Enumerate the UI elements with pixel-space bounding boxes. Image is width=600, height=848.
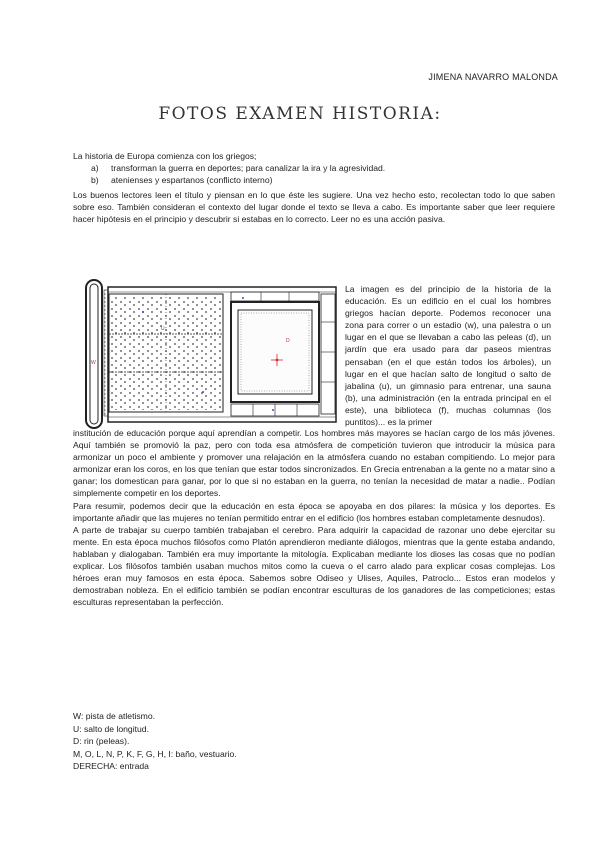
author-name: JIMENA NAVARRO MALONDA: [428, 72, 558, 82]
legend-item: DERECHA: entrada: [73, 761, 149, 771]
list-item: [73, 174, 553, 186]
legend-item: M, O, L, N, P, K, F, G, H, I: baño, vestuario.: [73, 748, 237, 759]
figure-description: La imagen es del principio de la historia de la educación. Es un edificio en el cual los hombres griegos hacían deporte. Podemos reconocer una zona para correr o un estadio (w), una palestra o un lugar en el que se llevaban a cabo las peleas (d), un jardín que era usado para dar paseos mientras pensaban (en el que están todos los árboles), un lugar en el que hacían salto de longitud o salto de jabalina (u), un gimnasio para entrenar, una sauna (b), una administración (en la entrada principal en el este), una biblioteca (f), muchas columnas (los puntitos)... es la primer: [345, 284, 551, 428]
legend-item: D: rin (peleas).: [73, 736, 130, 746]
list-item-text: transforman la guerra en deportes; para canalizar la ira y la agresividad.: [111, 163, 386, 174]
gymnasium-plan-drawing: [83, 272, 341, 430]
main-paragraph: A parte de trabajar su cuerpo también trabajaban el cerebro. Para adquirir la capacidad de razonar uno debe ejercitar su mente. En esta época muchos filósofos como Platón aprendieron mediante diálogos, mientras que la gente estaba andando, hablaban y dialogaban. También era muy importante la mitología. Explicaban mediante los dioses las cosas que no podían explicar. Los filósofos también usaban muchos mitos como la cueva o el carro alado para explicar cosas complejas. Los héroes eran muy famosos en esta época. Sabemos sobre Odiseo y Ulises, Aquiles, Patroclo... Estos eran modelos y demostraban nobleza. En el edificio también se podían encontrar esculturas de los ganadores de las competiciones; estas esculturas representaban la perfección.: [73, 524, 555, 608]
intro-block: [73, 150, 553, 186]
main-text: [73, 427, 555, 608]
gymnasium-plan-figure: [83, 272, 341, 430]
list-item: [73, 162, 553, 174]
list-item-text: atenienses y espartanos (conflicto interno): [111, 175, 273, 186]
label-d: D: [286, 338, 290, 344]
legend-list: [73, 710, 473, 773]
intro-first-line: La historia de Europa comienza con los griegos;: [73, 151, 257, 161]
legend-item: W: pista de atletismo.: [73, 711, 155, 721]
legend-item: U: salto de longitud.: [73, 723, 149, 734]
main-paragraph: Para resumir, podemos decir que la educación en esta época se apoyaba en dos pilares: la música y los deportes. Es importante añadir que las mujeres no tenían permitido entrar en el edificio (los hombres estaban completamente desnudos).: [73, 500, 555, 523]
page-title: FOTOS EXAMEN HISTORIA:: [158, 104, 442, 124]
label-w: W: [91, 360, 96, 366]
intro-list: [73, 162, 553, 186]
main-paragraph: institución de educación porque aquí aprendían a competir. Los hombres más mayores se hacían cargo de los más jóvenes. Aquí también se promovió la paz, pero con toda esa atmósfera de competición tuvieron que introducir la música para armonizar un poco el ambiente y promover una relajación en la atmósfera cuando no estaban compitiendo. Lo mejor para armonizar eran los coros, en los que tenían que estar todos sincronizados. En Grecia entrenaban a la gente no a matar sino a ganar; los domestican para ganar, por lo que si no estaban en la guerra, no tenían la necesidad de matar a nadie.. Podían simplemente competir en los deportes.: [73, 428, 555, 499]
list-marker: b): [91, 175, 99, 186]
intro-paragraph: Los buenos lectores leen el título y piensan en lo que éste les sugiere. Una vez hecho esto, recolectan todo lo que saben sobre eso. También consideran el contexto del lugar donde el texto se lleva a cabo. Es importante saber que leer requiere hacer hipótesis en el principio y descubrir si estabas en lo correcto. Leer no es una acción pasiva.: [73, 190, 555, 225]
list-marker: a): [91, 163, 99, 174]
label-u: U: [161, 326, 165, 332]
